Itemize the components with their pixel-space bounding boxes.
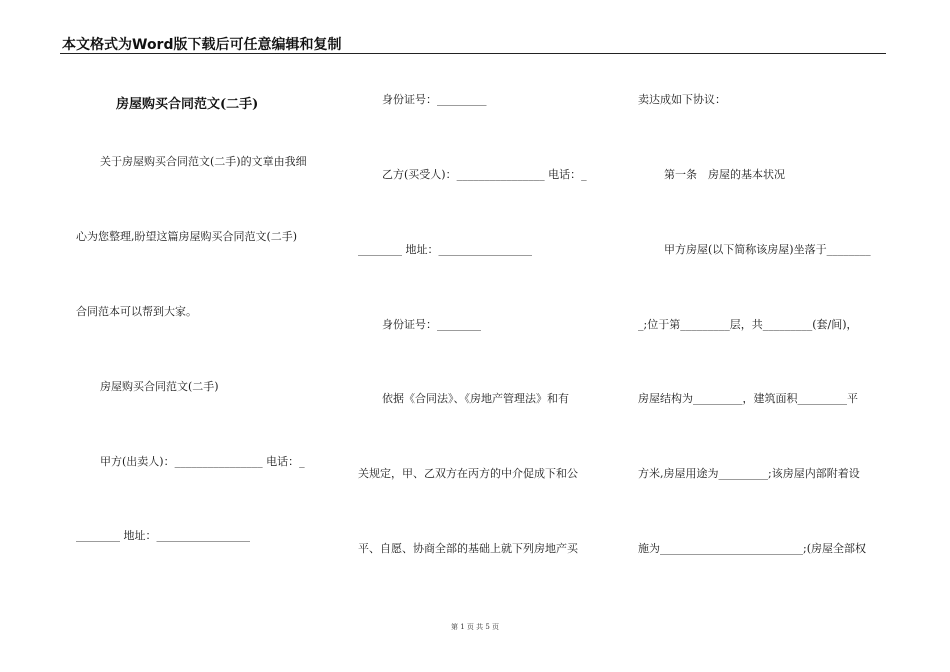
text-line: ________ 地址：_________________ [76, 529, 250, 542]
text-line: 甲方房屋(以下简称该房屋)坐落于________ [664, 243, 871, 256]
text-line: ________ 地址：_________________ [358, 243, 532, 256]
text-line: 身份证号：________ [382, 318, 481, 331]
page-number: 第 1 页 共 5 页 [450, 623, 500, 631]
text-line: 施为__________________________;(房屋全部权 [638, 542, 866, 555]
text-line: 卖达成如下协议： [638, 93, 726, 106]
text-line: 依据《合同法》、《房地产管理法》和有 [382, 392, 569, 405]
text-column-1 [76, 0, 326, 672]
text-line: 甲方(出卖人)：________________ 电话：_ [100, 455, 305, 468]
text-line: 乙方(买受人)：________________ 电话：_ [382, 168, 587, 181]
text-line: 关规定，甲、乙双方在丙方的中介促成下和公 [358, 467, 578, 480]
document-title: 房屋购买合同范文(二手) [116, 97, 259, 112]
text-line: _;位于第_________层，共_________(套/间)， [638, 318, 858, 331]
text-line: 第一条 房屋的基本状况 [664, 168, 785, 181]
text-line: 房屋结构为_________，建筑面积_________平 [638, 392, 858, 405]
text-line: 方米,房屋用途为_________;该房屋内部附着设 [638, 467, 860, 480]
text-line: 房屋购买合同范文(二手) [100, 380, 219, 393]
header-title: 本文格式为Word版下载后可任意编辑和复制 [62, 37, 342, 53]
text-line: 身份证号：_________ [382, 93, 487, 106]
text-column-2 [358, 0, 608, 672]
text-line: 平、自愿、协商全部的基础上就下列房地产买 [358, 542, 578, 555]
text-line: 合同范本可以帮到大家。 [76, 305, 197, 318]
text-line: 关于房屋购买合同范文(二手)的文章由我细 [100, 155, 307, 168]
text-line: 心为您整理,盼望这篇房屋购买合同范文(二手) [76, 230, 298, 243]
text-column-3 [638, 0, 888, 672]
